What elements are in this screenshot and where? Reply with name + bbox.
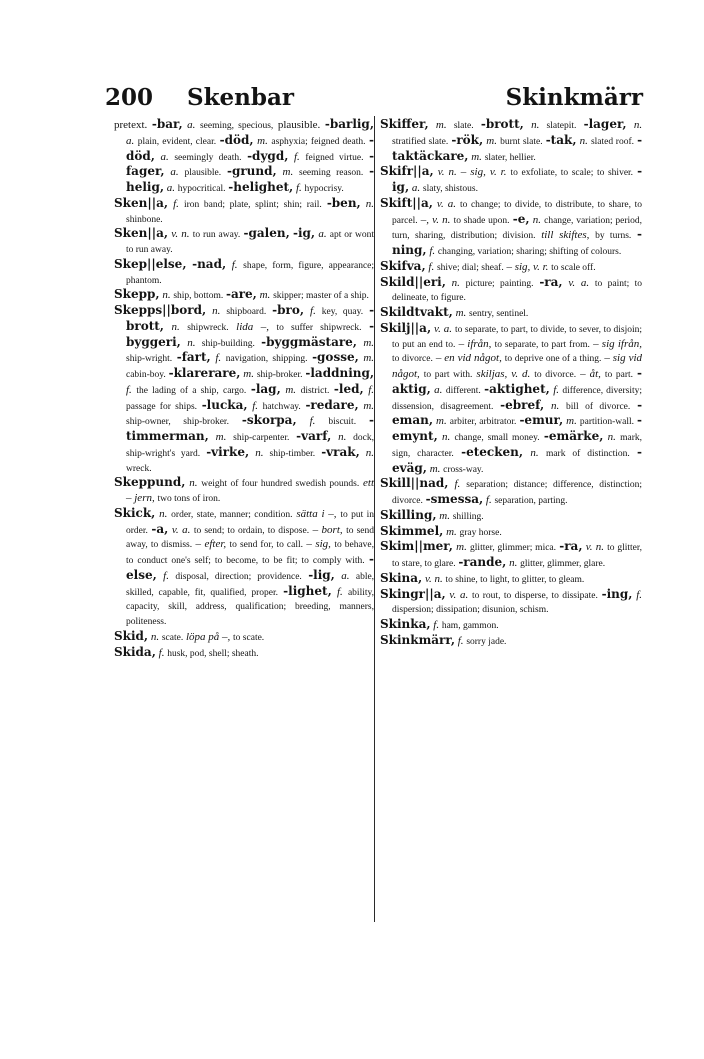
- entry-skinkmarr: Skinkmärr, f. sorry jade.: [380, 632, 507, 647]
- left-column: [114, 118, 374, 661]
- right-column: [380, 118, 642, 650]
- guide-word-right: Skinkmärr: [505, 84, 643, 111]
- entry-skillnad: Skill||nad, f. separation; distance; difference, distinction; divorce. -smessa, f. separation, parting.: [380, 476, 643, 506]
- page-header: [105, 84, 643, 118]
- entry-skilderi: Skild||eri, n. picture; painting. -ra, v. a. to paint; to delineate, to figure.: [380, 274, 643, 304]
- entry-skena-verb: Sken||a, v. n. to run away. -galen, -ig, a. apt or wont to run away.: [114, 226, 375, 255]
- entry-skiffer: Skiffer, m. slate. -brott, n. slatepit. -lager, n. stratified slate. -rök, m. burnt slate. -tak, n. slated roof. -taktäckare, m. slater, hellier.: [380, 117, 643, 163]
- entry-skilling: Skilling, m. shilling.: [380, 507, 484, 522]
- entry-skid: Skid, n. scate. löpa på –, to scate.: [114, 628, 265, 643]
- entry-skifra: Skifr||a, v. n. – sig, v. r. to exfoliate, to scale; to shiver. -ig, a. slaty, shistous.: [380, 164, 643, 194]
- entry-skingra: Skingr||a, v. a. to rout, to disperse, to dissipate. -ing, f. dispersion; dissipation; disunion, schism.: [380, 586, 642, 616]
- entry-skick: Skick, n. order, state, manner; condition. sätta i –, to put in order. -a, v. a. to send; to ordain, to dispose. – bort, to send away, to dismiss. – efter, to send for, to call. – sig, to behave, to conduct one's self; to become, to be fit; to comply with. -else, f. disposal, direction; providence. -lig, a. able, skilled, capable, fit, qualified, proper. -lighet, f. ability, capacity, skill, address, qualification; breeding, manners, politeness.: [114, 505, 375, 627]
- entry-skina: Skina, v. n. to shine, to light, to glitter, to gleam.: [380, 570, 585, 585]
- entry-skinka: Skinka, f. ham, gammon.: [380, 617, 499, 631]
- entry-skida: Skida, f. husk, pod, shell; sheath.: [114, 644, 259, 659]
- entry-skilja: Skilj||a, v. a. to separate, to part, to divide, to sever, to disjoin; to put an end to. – ifrån, to separate, to part from. – sig ifrån, to divorce. – en vid något, to deprive one of a thing. – sig vid något, to part with. skiljas, v. d. to divorce. – åt, to part. -aktig, a. different. -aktighet, f. difference, diversity; dissension, disagreement. -ebref, n. bill of divorce. -eman, m. arbiter, arbitrator. -emur, m. partition-wall. -emynt, n. change, small money. -emärke, n. mark, sign, character. -etecken, n. mark of distinction. -eväg, m. cross-way.: [380, 320, 643, 475]
- entry-skepelse: Skep||else, -nad, f. shape, form, figure, appearance; phantom.: [114, 256, 375, 286]
- guide-word-left: Skenbar: [187, 84, 295, 111]
- page-number: 200: [105, 84, 154, 111]
- entry-skenbar-continued: pretext. -bar, a. seeming, specious, plausible. -barlig, a. plain, evident, clear. -död, m. asphyxia; feigned death. -död, a. seemingly death. -dygd, f. feigned virtue. -fager, a. plausible. -grund, m. seeming reason. -helig, a. hypocritical. -helighet, f. hypocrisy.: [114, 117, 375, 194]
- entry-skepp: Skepp, n. ship, bottom. -are, m. skipper; master of a ship.: [114, 287, 369, 302]
- entry-skeppsbord: Skepps||bord, n. shipboard. -bro, f. key, quay. -brott, n. shipwreck. lida –, to suffer shipwreck. -byggeri, n. ship-building. -byggmästare, m. ship-wright. -fart, f. navigation, shipping. -gosse, m. cabin-boy. -klarerare, m. ship-broker. -laddning, f. the lading of a ship, cargo. -lag, m. district. -led, f. passage for ships. -lucka, f. hatchway. -redare, m. ship-owner, ship-broker. -skorpa, f. biscuit. -timmerman, m. ship-carpenter. -varf, n. dock, ship-wright's yard. -virke, n. ship-timber. -vrak, n. wreck.: [114, 303, 375, 474]
- column-divider: [374, 116, 375, 922]
- entry-skena-noun: Sken||a, f. iron band; plate, splint; shin; rail. -ben, n. shinbone.: [114, 195, 375, 225]
- entry-skeppund: Skeppund, n. weight of four hundred swedish pounds. ett – jern, two tons of iron.: [114, 475, 375, 504]
- entry-skifta: Skift||a, v. a. to change; to divide, to distribute, to share, to parcel. –, v. n. to shade upon. -e, n. change, variation; period, turn, sharing, distribution; division. till skiftes, by turns. -ning, f. changing, variation; sharing; shifting of colours.: [380, 195, 643, 257]
- entry-skimmel: Skimmel, m. gray horse.: [380, 523, 502, 538]
- entry-skildtvakt: Skildtvakt, m. sentry, sentinel.: [380, 305, 529, 319]
- entry-skifva: Skifva, f. shive; dial; sheaf. – sig, v. r. to scale off.: [380, 258, 596, 273]
- entry-skimmer: Skim||mer, m. glitter, glimmer; mica. -ra, v. n. to glitter, to stare, to glare. -rande, n. glitter, glimmer, glare.: [380, 539, 643, 569]
